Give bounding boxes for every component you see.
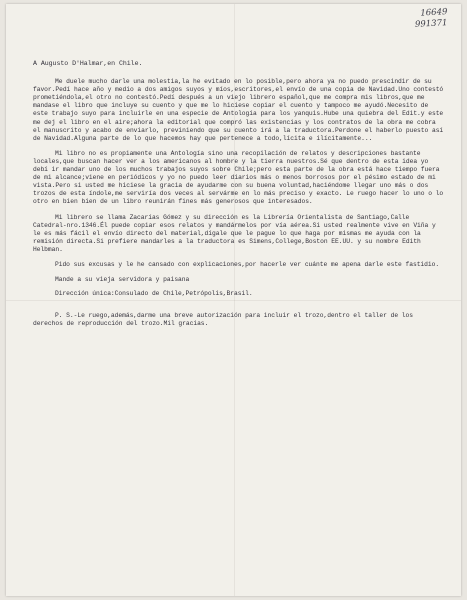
annotation-number-2: 991371: [414, 18, 448, 30]
paragraph-1: Me duele mucho darle una molestia,la he evitado en lo posible,pero ahora ya no puedo prescindir de su favor.Pedí hace año y medio a dos amigos suyos y míos,escritores,el envío de una copia de Navidad.Uno contestó prometiéndola,el otro no contestó.Pedí después a un viejo librero español,que me compra mis libros,que me mandase el libro que incluye su cuento y que me lo hiciese copiar el cuento y tampoco me ayudó.Necesito de este trabajo suyo para incluirle en una especie de Antología para los yanquis.Hube una quiebra del Edit.y este me dej el libro en el aire;ahora la editorial que compró las existencias y los contratos de la obra me cobra el manuscrito y acabo de enviarlo, previniendo que su cuento irá a la traductora.Perdone el haberlo puesto así de Navidad.Alguna parte de lo que hacemos hay que pertenece a todo,lícita e ilícitamente...: [33, 78, 444, 142]
paragraph-3: Mi librero se llama Zacarías Gómez y su dirección es la Librería Orientalista de Santiago,Calle Catedral-nro.1346.Él puede copiar esos relatos y mandármelos por vía aérea.Si usted realmente vive en Viña y le es más fácil el envío directo del material,dígale que le pague lo que haga por mismas me ayuda con la remisión directa.Si prefiere mandarles a la traductora es Simens,College,Boston EE.UU. y su nombre Edith Helbman.: [33, 213, 436, 253]
archive-annotation: [415, 8, 447, 30]
salutation: A Augusto D'Halmar,en Chile.: [33, 60, 143, 67]
postscript: P. S.-Le ruego,además,darme una breve autorización para incluir el trozo,dentro el taller de los derechos de reproducción del trozo.Mil gracias.: [33, 312, 413, 328]
closing: Mande a su vieja servidora y paisana: [55, 276, 190, 284]
letter-page: [6, 4, 461, 596]
address-line: Dirección única:Consulado de Chile,Petrópolis,Brasil.: [55, 290, 253, 298]
paragraph-4: Pido sus excusas y le he cansado con explicaciones,por hacerle ver cuánte me apena darle este fastidio.: [55, 260, 440, 268]
annotation-number-1: 16649: [419, 7, 448, 19]
paragraph-2: Mi libro no es propiamente una Antología sino una recopilación de relatos y descripciones bastante locales,que buscan hacer ver a los americanos al hombre y la tierra nuestros.Sé que dentro de esta idea yo debí ir mandar uno de los muchos trabajos suyos sobre Chile;pero esta parte de la obra está hace tiempo fuera de mi alcance;viene en periódicos y yo no puedo leer diarios más o menos borrosos por el pésimo estado de mi vista.Pero si usted me hiciese la gracia de ayudarme con su buena voluntad,haciéndome llegar uno más o dos trozos de esta índole,me serviría dos veces al servárme en lo más preciso y exacto. Le ruego hacer lo uno o lo otro en bien bien de un libro reunirán fines más generosos que interesados.: [33, 149, 444, 206]
letter-body: [33, 60, 445, 335]
